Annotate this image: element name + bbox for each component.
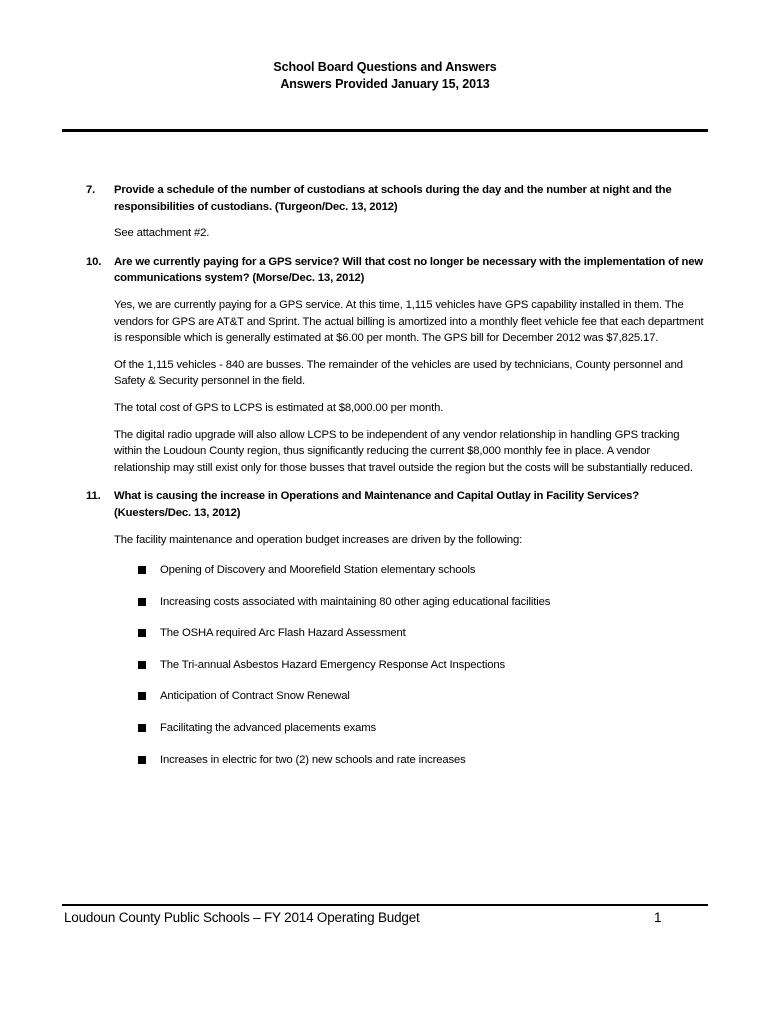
page-header — [0, 59, 770, 93]
bullet-item — [138, 657, 706, 689]
bullet-text: Anticipation of Contract Snow Renewal — [160, 690, 350, 703]
question — [86, 182, 706, 215]
answer-paragraph: See attachment #2. — [114, 227, 210, 240]
question-number: 7. — [86, 184, 96, 196]
answer-paragraph: Yes, we are currently paying for a GPS service. At this time, 1,115 vehicles have GPS capability installed in them. The vendors for GPS are AT&T and Sprint. The actual billing is amortized into a monthly fleet vehicle fee that each department is responsible which is generally estimated at $6.00 per month. The GPS bill for December 2012 was $7,825.17. — [114, 298, 704, 345]
questions-section — [86, 182, 706, 783]
bullet-item — [138, 752, 706, 784]
answer — [114, 532, 706, 784]
question-text: What is causing the increase in Operations and Maintenance and Capital Outlay in Facility Services? (Kuesters/Dec. 13, 2012) — [114, 490, 640, 519]
document-subtitle: Answers Provided January 15, 2013 — [280, 77, 490, 91]
bullet-text: The Tri-annual Asbestos Hazard Emergency Response Act Inspections — [160, 658, 506, 671]
question-number: 11. — [86, 490, 101, 503]
answer — [114, 297, 706, 476]
square-bullet-icon — [138, 566, 146, 574]
bullet-item — [138, 562, 706, 594]
question-block-10 — [86, 254, 706, 477]
bullet-text: The OSHA required Arc Flash Hazard Assessment — [160, 627, 406, 640]
bullet-text: Opening of Discovery and Moorefield Station elementary schools — [160, 564, 476, 577]
question-text: Provide a schedule of the number of custodians at schools during the day and the number at night and the responsibilities of custodians. (Turgeon/Dec. 13, 2012) — [114, 184, 672, 213]
bullet-item — [138, 625, 706, 657]
footer-text: Loudoun County Public Schools – FY 2014 Operating Budget — [64, 910, 420, 925]
question-block-7 — [86, 182, 706, 242]
square-bullet-icon — [138, 756, 146, 764]
question-number: 10. — [86, 255, 102, 268]
square-bullet-icon — [138, 598, 146, 606]
header-divider — [62, 129, 708, 132]
answer-paragraph: Of the 1,115 vehicles - 840 are busses. The remainder of the vehicles are used by technicians, County personnel and Safety & Security personnel in the field. — [114, 358, 683, 388]
answer-paragraph: The digital radio upgrade will also allow LCPS to be independent of any vendor relationship in handling GPS tracking within the Loudoun County region, thus significantly reducing the current $8,000 monthly fee in place. A vendor relationship may still exist only for those busses that travel outside the region but the costs will be substantially reduced. — [114, 428, 693, 474]
page-number: 1 — [654, 910, 662, 925]
square-bullet-icon — [138, 692, 146, 700]
answer-paragraph: The total cost of GPS to LCPS is estimated at $8,000.00 per month. — [114, 401, 444, 414]
bullet-text: Facilitating the advanced placements exams — [160, 722, 376, 735]
question-text: Are we currently paying for a GPS service? Will that cost no longer be necessary with the implementation of new communications system? (Morse/Dec. 13, 2012) — [114, 255, 704, 285]
bullet-text: Increasing costs associated with maintaining 80 other aging educational facilities — [160, 595, 551, 608]
bullet-list — [114, 562, 706, 783]
question — [86, 488, 706, 521]
bullet-item — [138, 594, 706, 626]
square-bullet-icon — [138, 724, 146, 732]
answer — [114, 225, 706, 242]
document-title: School Board Questions and Answers — [273, 60, 497, 74]
question — [86, 254, 706, 287]
bullet-text: Increases in electric for two (2) new schools and rate increases — [160, 753, 466, 766]
answer-paragraph: The facility maintenance and operation budget increases are driven by the following: — [114, 533, 523, 546]
square-bullet-icon — [138, 661, 146, 669]
footer-divider — [62, 904, 708, 906]
bullet-item — [138, 688, 706, 720]
question-block-11 — [86, 488, 706, 783]
bullet-item — [138, 720, 706, 752]
square-bullet-icon — [138, 629, 146, 637]
